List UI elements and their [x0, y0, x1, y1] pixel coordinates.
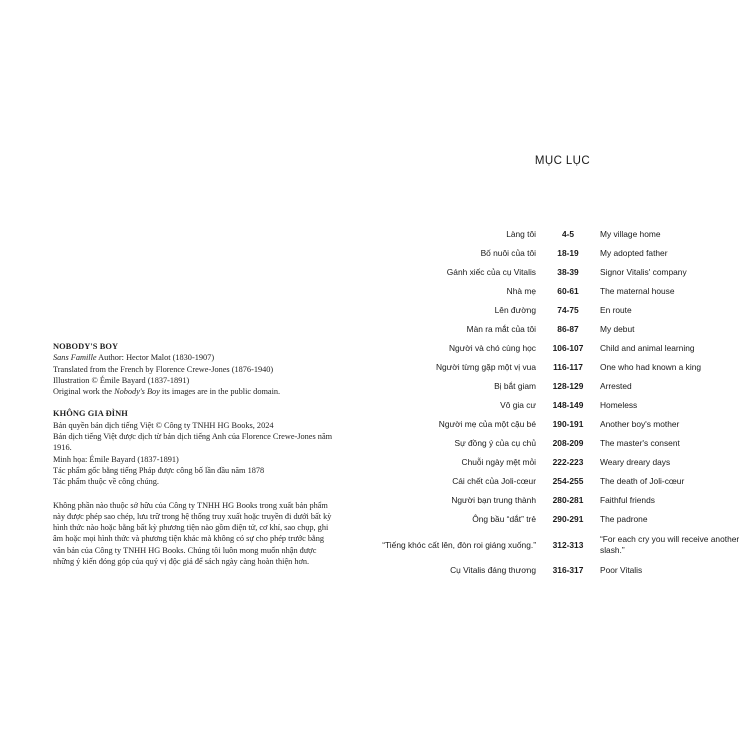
english-title: NOBODY'S BOY — [53, 342, 119, 351]
toc-entry[interactable] — [375, 263, 750, 282]
vn-copyright-line: Bản quyền bản dịch tiếng Việt © Công ty TNHH HG Books, 2024 — [53, 420, 274, 430]
toc-entry[interactable] — [375, 396, 750, 415]
author-text: Author: Hector Malot (1830-1907) — [96, 353, 215, 363]
toc-entry[interactable] — [375, 301, 750, 320]
toc-chapter-vi: “Tiếng khóc cất lên, đòn roi giáng xuống.” — [382, 539, 536, 550]
toc-entry[interactable] — [375, 510, 750, 529]
toc-entry[interactable] — [375, 358, 750, 377]
toc-chapter-en: “For each cry you will receive another slash.” — [600, 534, 740, 555]
toc-entry[interactable] — [375, 453, 750, 472]
public-domain-post: its images are in the public domain. — [159, 387, 281, 397]
toc-chapter-vi: Màn ra mắt của tôi — [466, 324, 536, 334]
toc-chapter-vi: Cái chết của Joli-cœur — [452, 476, 536, 486]
english-credits — [53, 341, 335, 397]
toc-entry[interactable] — [375, 472, 750, 491]
toc-page-range: 86-87 — [557, 324, 579, 334]
toc-chapter-vi: Người bạn trung thành — [451, 495, 536, 505]
toc-page-range: 280-281 — [552, 495, 584, 505]
toc-entry[interactable] — [375, 415, 750, 434]
toc-entry[interactable] — [375, 320, 750, 339]
toc-page-range: 74-75 — [557, 305, 579, 315]
toc-chapter-vi: Người mẹ của một cậu bé — [438, 419, 536, 429]
toc-entry[interactable] — [375, 529, 750, 561]
copyright-block — [53, 341, 335, 567]
toc-page-range: 38-39 — [557, 267, 579, 277]
toc-page-range: 18-19 — [557, 248, 579, 258]
toc-chapter-en: Child and animal learning — [600, 343, 695, 353]
toc-entry[interactable] — [375, 244, 750, 263]
translator-line: Translated from the French by Florence Crewe-Jones (1876-1940) — [53, 364, 274, 374]
toc-chapter-vi: Chuỗi ngày mệt mỏi — [461, 457, 536, 467]
toc-entry[interactable] — [375, 377, 750, 396]
toc-chapter-vi: Cụ Vitalis đáng thương — [450, 565, 536, 575]
toc-page-range: 128-129 — [552, 381, 584, 391]
toc-entry[interactable] — [375, 491, 750, 510]
toc-chapter-en: Faithful friends — [600, 495, 655, 505]
public-domain-line — [53, 386, 335, 397]
toc-chapter-en: Poor Vitalis — [600, 565, 643, 575]
right-page — [375, 0, 750, 750]
public-domain-title: Nobody's Boy — [114, 387, 160, 397]
toc-title: MỤC LỤC — [534, 155, 591, 167]
toc-chapter-vi: Lên đường — [494, 305, 536, 315]
toc-page-range: 190-191 — [552, 419, 584, 429]
toc-page-range: 106-107 — [552, 343, 584, 353]
original-title: Sans Famille — [53, 353, 97, 363]
toc-chapter-vi: Làng tôi — [506, 229, 536, 239]
rights-notice: Không phần nào thuộc sở hữu của Công ty TNHH HG Books trong xuất bản phẩm này được phép sao chép, lưu trữ trong hệ thống truy xuất hoặc truyền đi dưới bất kỳ hình thức nào hoặc bằng bất kỳ phương tiện nào gồm điện tử, cơ khí, sao chụp, ghi âm hoặc mọi hình thức và phương tiện khác mà không có sự cho phép trước bằng văn bản của Công ty TNHH HG Books. Chúng tôi luôn mong muốn nhận được những ý kiến đóng góp của quý vị độc giả để sách ngày càng hoàn thiện hơn. — [53, 500, 332, 567]
toc-chapter-en: En route — [600, 305, 632, 315]
toc-page-range: 208-209 — [552, 438, 584, 448]
public-domain-pre: Original work the — [53, 387, 115, 397]
toc-page-range: 4-5 — [561, 229, 575, 239]
toc-chapter-en: The death of Joli-cœur — [600, 476, 685, 486]
toc-page-range: 290-291 — [552, 514, 584, 524]
toc-chapter-en: My village home — [600, 229, 661, 239]
toc-page-range: 116-117 — [553, 362, 583, 372]
original-title-line — [53, 352, 335, 363]
vn-original-line: Tác phẩm gốc bằng tiếng Pháp được công bố lần đầu năm 1878 — [53, 465, 265, 475]
toc-chapter-vi: Sự đồng ý của cụ chủ — [454, 438, 536, 448]
toc-page-range: 60-61 — [557, 286, 579, 296]
toc-chapter-en: The padrone — [600, 514, 648, 524]
toc-chapter-en: The maternal house — [600, 286, 675, 296]
toc-entry[interactable] — [375, 339, 750, 358]
toc-chapter-en: My adopted father — [600, 248, 668, 258]
toc-chapter-en: Another boy's mother — [600, 419, 680, 429]
toc-chapter-vi: Bố nuôi của tôi — [480, 248, 536, 258]
toc-chapter-vi: Ông bầu “dắt” trẻ — [472, 514, 536, 524]
table-of-contents — [375, 225, 750, 580]
toc-chapter-vi: Người và chó cùng học — [449, 343, 536, 353]
toc-entry[interactable] — [375, 282, 750, 301]
vietnamese-credits — [53, 408, 335, 487]
toc-chapter-vi: Nhà mẹ — [506, 286, 536, 296]
toc-entry[interactable] — [375, 561, 750, 580]
toc-chapter-en: Homeless — [600, 400, 638, 410]
toc-page-range: 254-255 — [552, 476, 584, 486]
toc-page-range: 312-313 — [552, 539, 584, 550]
vn-illustration-line: Minh họa: Émile Bayard (1837-1891) — [53, 454, 179, 464]
toc-chapter-vi: Bị bắt giam — [494, 381, 536, 391]
toc-chapter-en: Arrested — [600, 381, 632, 391]
vietnamese-title: KHÔNG GIA ĐÌNH — [53, 409, 128, 419]
toc-entry[interactable] — [375, 434, 750, 453]
toc-chapter-en: My debut — [600, 324, 635, 334]
toc-chapter-vi: Vô gia cư — [500, 400, 536, 410]
toc-chapter-en: One who had known a king — [600, 362, 702, 372]
vn-public-domain-line: Tác phẩm thuộc về công chúng. — [53, 477, 159, 487]
toc-page-range: 148-149 — [552, 400, 584, 410]
vn-translation-line: Bản dịch tiếng Việt được dịch từ bản dịch tiếng Anh của Florence Crewe-Jones năm 1916. — [53, 432, 333, 453]
toc-page-range: 222-223 — [552, 457, 584, 467]
toc-entry[interactable] — [375, 225, 750, 244]
toc-chapter-vi: Người từng gặp một vị vua — [435, 362, 536, 372]
toc-chapter-en: The master's consent — [600, 438, 680, 448]
toc-chapter-vi: Gánh xiếc của cụ Vitalis — [446, 267, 536, 277]
toc-page-range: 316-317 — [552, 565, 584, 575]
illustration-line: Illustration © Émile Bayard (1837-1891) — [53, 375, 190, 385]
toc-chapter-en: Signor Vitalis' company — [600, 267, 687, 277]
toc-chapter-en: Weary dreary days — [600, 457, 671, 467]
